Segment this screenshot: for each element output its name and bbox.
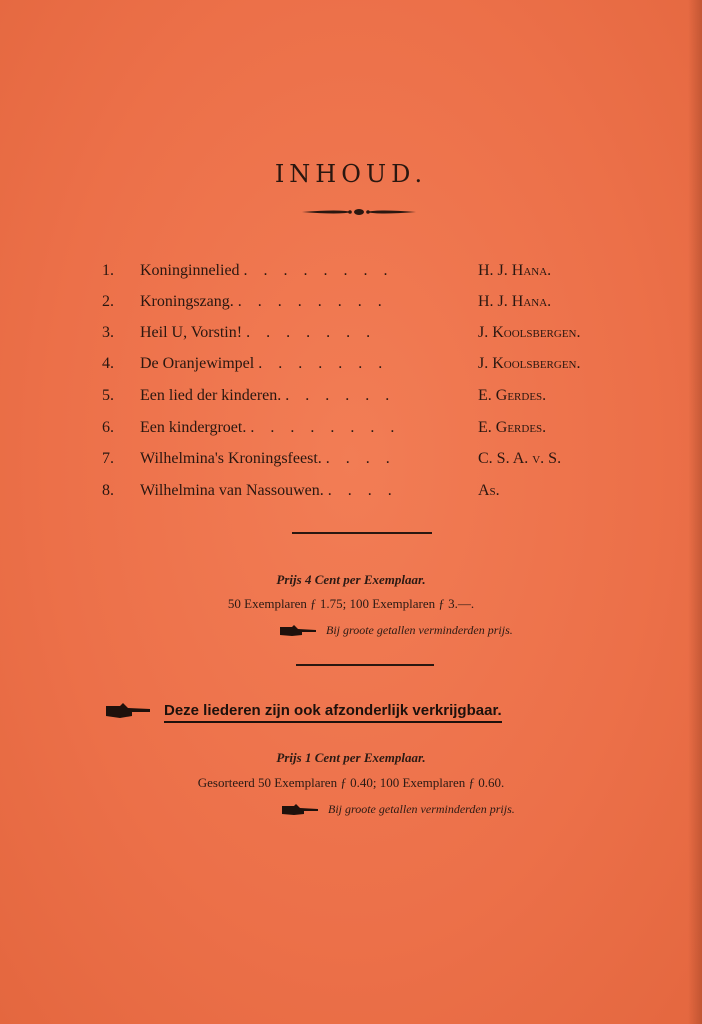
toc-title: [140, 413, 470, 443]
page-title: INHOUD.: [274, 160, 428, 188]
toc-title: [140, 381, 470, 411]
toc-title-text: Wilhelmina's Kroningsfeest.: [140, 450, 322, 467]
divider-rule: [292, 532, 432, 534]
ornament-divider-icon: [300, 205, 418, 219]
toc-leader-dots: . . . . . . .: [258, 355, 389, 372]
toc-leader-dots: . . . . . . . .: [243, 262, 394, 279]
toc-number: 3.: [102, 324, 114, 341]
toc-author: J. Koolsbergen.: [478, 355, 581, 372]
toc-title: [140, 287, 470, 317]
toc-leader-dots: . . . . . .: [285, 387, 396, 404]
toc-title-text: Een kindergroet.: [140, 419, 247, 436]
toc-title-text: Kroningszang.: [140, 293, 234, 310]
toc-number: 6.: [102, 419, 114, 436]
toc-title: [140, 444, 470, 474]
toc-title: [140, 476, 470, 506]
toc-author: H. J. Hana.: [478, 293, 552, 310]
toc-title-text: Een lied der kinderen.: [140, 387, 282, 404]
price-heading: Prijs 1 Cent per Exemplaar.: [276, 750, 426, 765]
toc-author: H. J. Hana.: [478, 262, 552, 279]
toc-author: C. S. A. v. S.: [478, 450, 562, 467]
availability-banner: [104, 700, 502, 723]
price-note: [280, 802, 515, 817]
toc-author: As.: [478, 482, 500, 499]
toc-number: 2.: [102, 293, 114, 310]
pointing-hand-icon: [104, 702, 152, 720]
toc-title: [140, 318, 470, 348]
toc-author: E. Gerdes.: [478, 419, 547, 436]
toc-title-text: De Oranjewimpel: [140, 355, 255, 372]
price-note-text: Bij groote getallen verminderden prijs.: [328, 802, 515, 816]
price-note-text: Bij groote getallen verminderden prijs.: [326, 623, 513, 637]
price-details: 50 Exemplaren ƒ 1.75; 100 Exemplaren ƒ 3.—.: [227, 596, 475, 611]
toc-title-text: Heil U, Vorstin!: [140, 324, 243, 341]
toc-author: J. Koolsbergen.: [478, 324, 581, 341]
toc-leader-dots: . . . .: [325, 450, 396, 467]
pointing-hand-icon: [278, 624, 318, 638]
availability-text: Deze liederen zijn ook afzonderlijk verkrijgbaar.: [164, 702, 502, 723]
price-heading: Prijs 4 Cent per Exemplaar.: [276, 572, 426, 587]
toc-leader-dots: . . . .: [327, 482, 398, 499]
toc-number: 5.: [102, 387, 114, 404]
toc-title: [140, 256, 470, 286]
toc-number: 8.: [102, 482, 114, 499]
price-details: Gesorteerd 50 Exemplaren ƒ 0.40; 100 Exemplaren ƒ 0.60.: [197, 775, 505, 790]
toc-title: [140, 349, 470, 379]
toc-number: 7.: [102, 450, 114, 467]
toc-leader-dots: . . . . . . . .: [250, 419, 401, 436]
pointing-hand-icon: [280, 803, 320, 817]
page-edge-shadow: [688, 0, 702, 1024]
toc-leader-dots: . . . . . . .: [246, 324, 377, 341]
toc-number: 4.: [102, 355, 114, 372]
divider-rule: [296, 664, 434, 666]
toc-number: 1.: [102, 262, 114, 279]
toc-leader-dots: . . . . . . . .: [237, 293, 388, 310]
toc-author: E. Gerdes.: [478, 387, 547, 404]
price-note: [278, 623, 513, 638]
toc-title-text: Koninginnelied: [140, 262, 240, 279]
toc-title-text: Wilhelmina van Nassouwen.: [140, 482, 324, 499]
